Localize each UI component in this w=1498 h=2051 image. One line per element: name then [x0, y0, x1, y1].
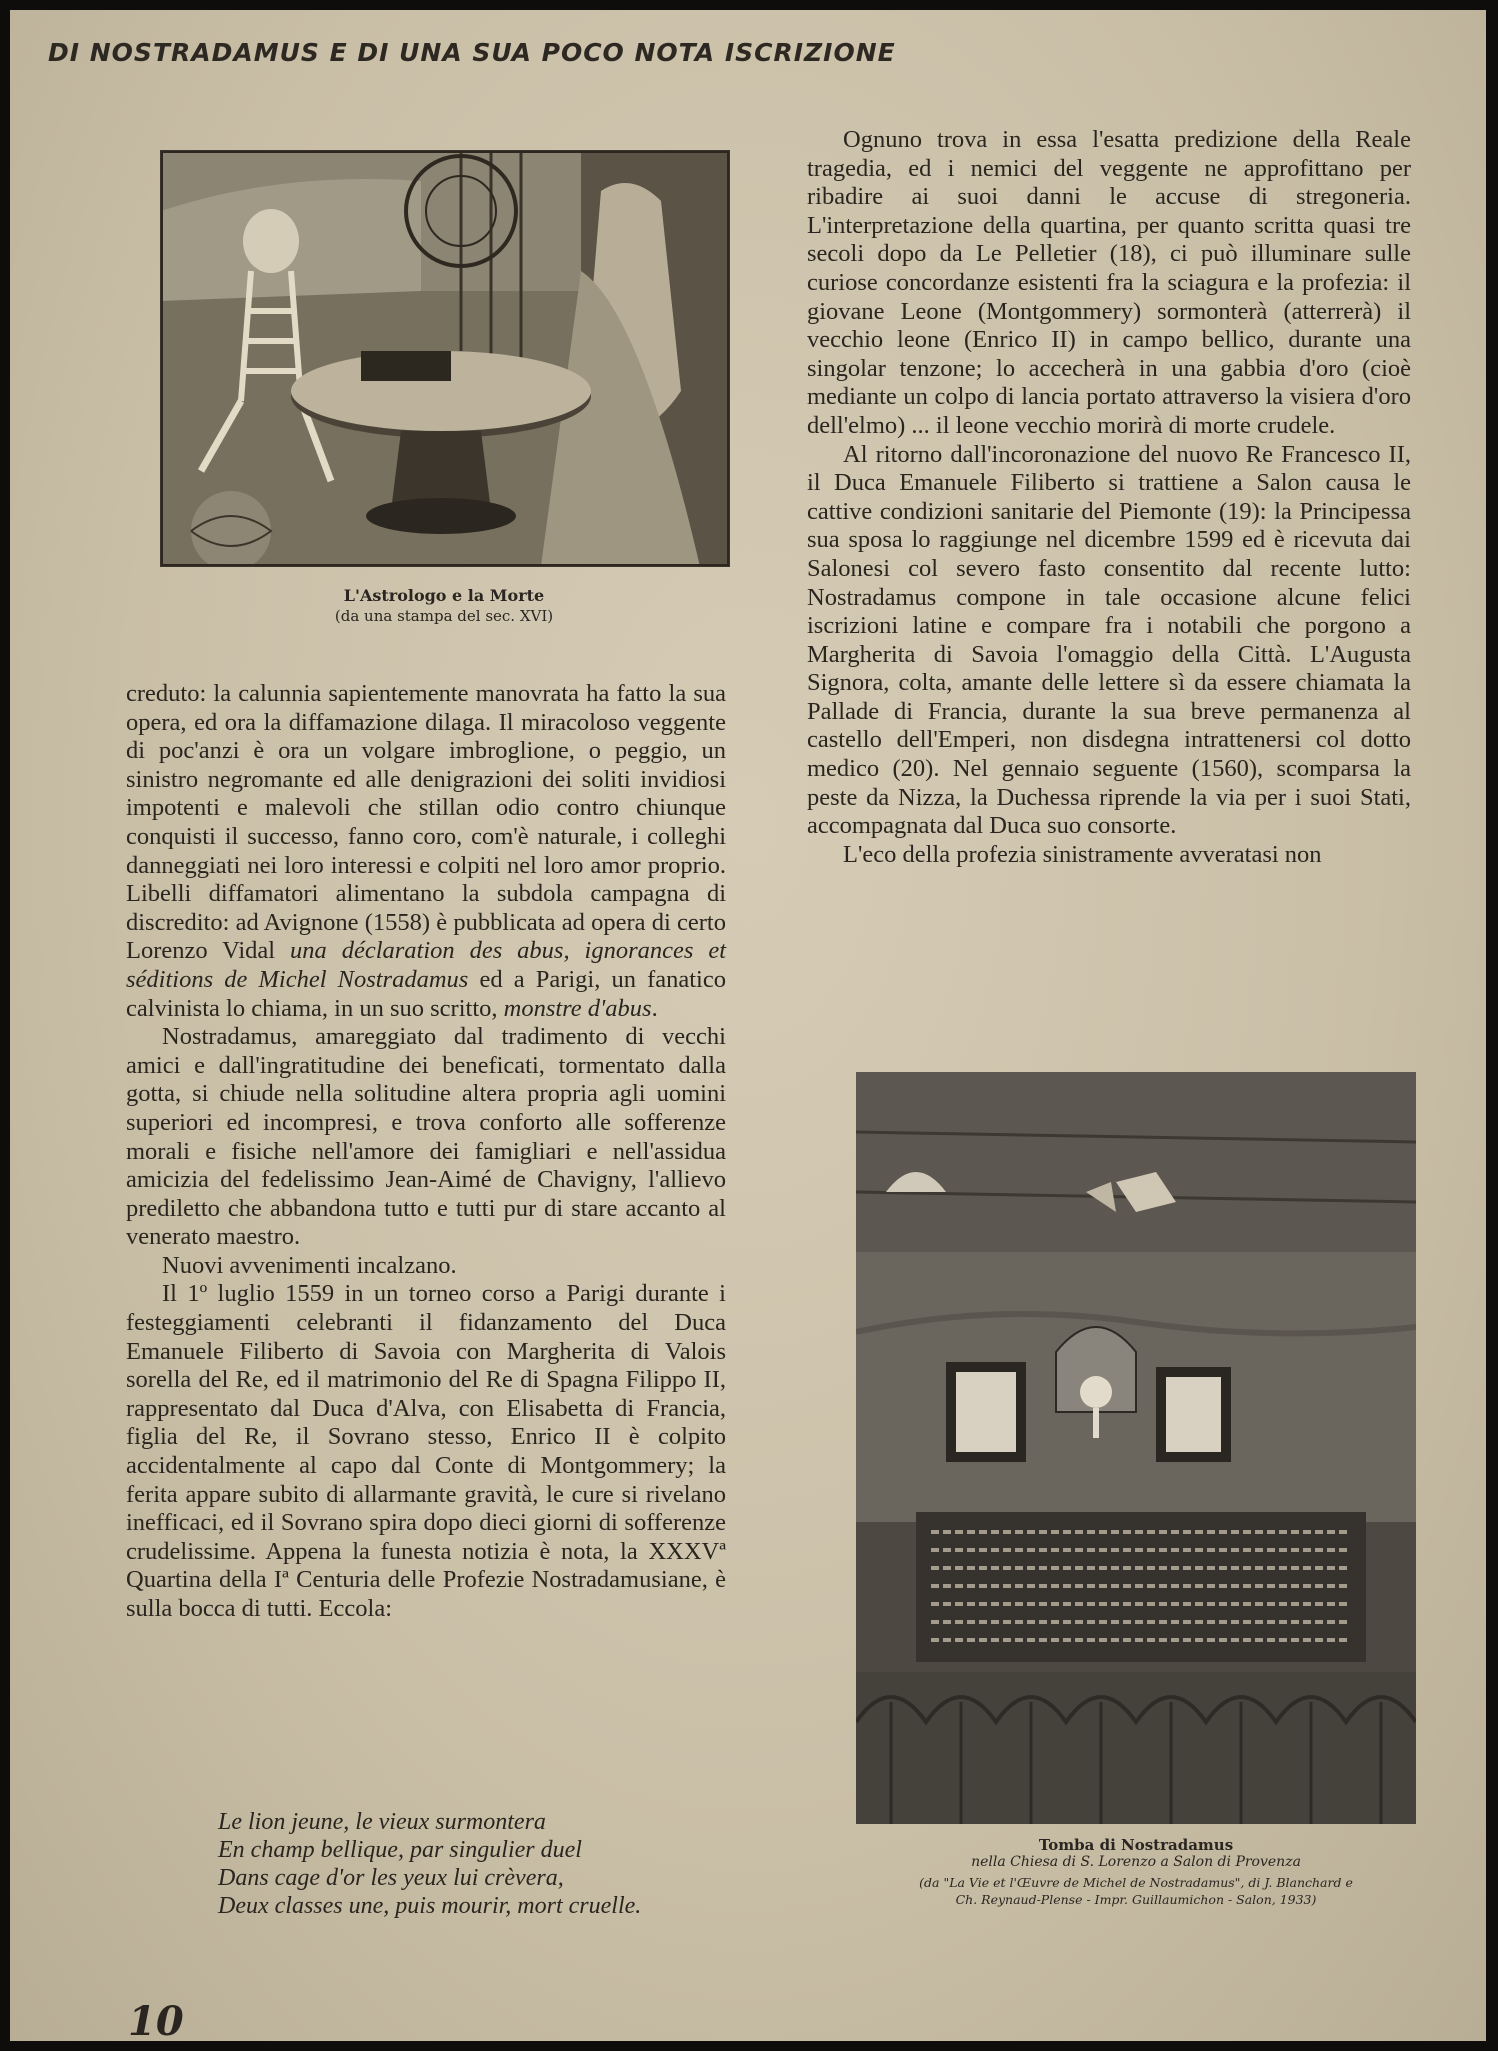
paragraph: creduto: la calunnia sapientemente manovrata ha fatto la sua opera, ed ora la diffamazione dilaga. Il miracoloso veggente di poc'anzi è ora un volgare imbroglione, o peggio, un sinistro negromante ed alle denigrazioni dei soliti invidiosi impotenti e malevoli che stillan odio contro chiunque conquisti il successo, fanno coro, com'è naturale, i colleghi danneggiati nei loro interessi e colpiti nel loro amor proprio. Libelli diffamatori alimentano la subdola campagna di discredito: ad Avignone (1558) è pubblicata ad opera di certo Lorenzo Vidal una déclaration des abus, ignorances et séditions de Michel Nostradamus ed a Parigi, un fanatico calvinista lo chiama, in un suo scritto, monstre d'abus. [126, 680, 727, 1022]
engraving-illustration [161, 151, 729, 566]
quatrain-line: En champ bellique, par singulier duel [218, 1837, 582, 1863]
figure-2-caption-credit: Ch. Reynaud-Plense - Impr. Guillaumichon - Salon, 1933) [955, 1892, 1317, 1907]
figure-1-caption [160, 586, 728, 625]
figure-2-caption-credit: (da "La Vie et l'Œuvre de Michel de Nostradamus", di J. Blanchard e [919, 1875, 1353, 1890]
quatrain-line: Le lion jeune, le vieux surmontera [218, 1809, 546, 1835]
left-text-column [126, 680, 726, 1624]
running-header: DI NOSTRADAMUS E DI UNA SUA POCO NOTA ISCRIZIONE [48, 38, 896, 67]
magazine-page [10, 10, 1486, 2041]
tomb-illustration [856, 1072, 1416, 1824]
quatrain-line: Dans cage d'or les yeux lui crèvera, [218, 1865, 564, 1891]
paragraph: Nuovi avvenimenti incalzano. [162, 1251, 457, 1279]
figure-2-caption-location: nella Chiesa di S. Lorenzo a Salon di Provenza [971, 1854, 1301, 1870]
paragraph: Il 1º luglio 1559 in un torneo corso a Parigi durante i festeggiamenti celebranti il fidanzamento del Duca Emanuele Filiberto di Savoia con Margherita di Valois sorella del Re, ed il matrimonio del Re di Spagna Filippo II, rappresentato dal Duca d'Alva, con Elisabetta di Francia, figlia del Re, il Sovrano stesso, Enrico II è colpito accidentalmente al capo dal Conte di Montgommery; la ferita appare subito di allarmante gravità, le cure si rivelano inefficaci, ed il Sovrano spira dopo dieci giorni di sofferenze crudelissime. Appena la funesta notizia è nota, la XXXVª Quartina della Iª Centuria delle Profezie Nostradamusiane, è sulla bocca di tutti. Eccola: [126, 1280, 726, 1622]
paragraph: Ognuno trova in essa l'esatta predizione della Reale tragedia, ed i nemici del veggente ne approfittano per ribadire ai suoi danni le accuse di stregoneria. L'interpretazione della quartina, per quanto scritta quasi tre secoli dopo da Le Pelletier (18), ci può illuminare sulle curiose concordanze esistenti fra la sciagura e la profezia: il giovane Leone (Montgommery) sormonterà (atterrerà) il vecchio leone (Enrico II) in campo bellico, durante una singolar tenzone; lo accecherà in una gabbia d'oro (cioè mediante un colpo di lancia portato attraverso la visiera d'oro dell'elmo) ... il leone vecchio morirà di morte crudele. [807, 126, 1411, 439]
page-number: 10 [128, 1998, 184, 2041]
figure-1-caption-title: L'Astrologo e la Morte [343, 586, 545, 605]
right-text-column [807, 126, 1411, 869]
quatrain-line: Deux classes une, puis mourir, mort cruelle. [218, 1893, 642, 1919]
tomb-photograph [856, 1072, 1416, 1824]
paragraph: Nostradamus, amareggiato dal tradimento di vecchi amici e dall'ingratitudine dei beneficati, tormentato dalla gotta, si chiude nella solitudine altera propria agli uomini superiori ed incompresi, e trova conforto alle sofferenze morali e fisiche nell'amore dei famigliari e nell'assidua amicizia del fedelissimo Jean-Aimé de Chavigny, l'allievo prediletto che abbandona tutto e tutti pur di stare accanto al venerato maestro. [126, 1023, 726, 1251]
figure-2-caption [856, 1836, 1416, 1908]
paragraph: Al ritorno dall'incoronazione del nuovo Re Francesco II, il Duca Emanuele Filiberto si trattiene a Salon causa le cattive condizioni sanitarie del Piemonte (19): la Principessa sua sposa lo raggiunge nel dicembre 1599 ed è ricevuta dai Salonesi col severo fasto consentito dal recente lutto: Nostradamus compone in tale occasione alcune felici iscrizioni latine e compare fra i notabili che porgono a Margherita di Savoia l'omaggio della Città. L'Augusta Signora, colta, amante delle lettere sì da essere chiamata la Pallade di Francia, durante la sua breve permanenza al castello dell'Emperi, non disdegna intrattenersi col dotto medico (20). Nel gennaio seguente (1560), scomparsa la peste da Nizza, la Duchessa riprende la via per i suoi Stati, accompagnata dal Duca suo consorte. [807, 440, 1411, 840]
figure-1-caption-source: (da una stampa del sec. XVI) [334, 607, 554, 625]
quatrain [218, 1808, 641, 1920]
astrologer-engraving-image [160, 150, 730, 567]
paragraph: L'eco della profezia sinistramente avveratasi non [843, 840, 1322, 868]
figure-2-caption-title: Tomba di Nostradamus [1038, 1836, 1234, 1854]
